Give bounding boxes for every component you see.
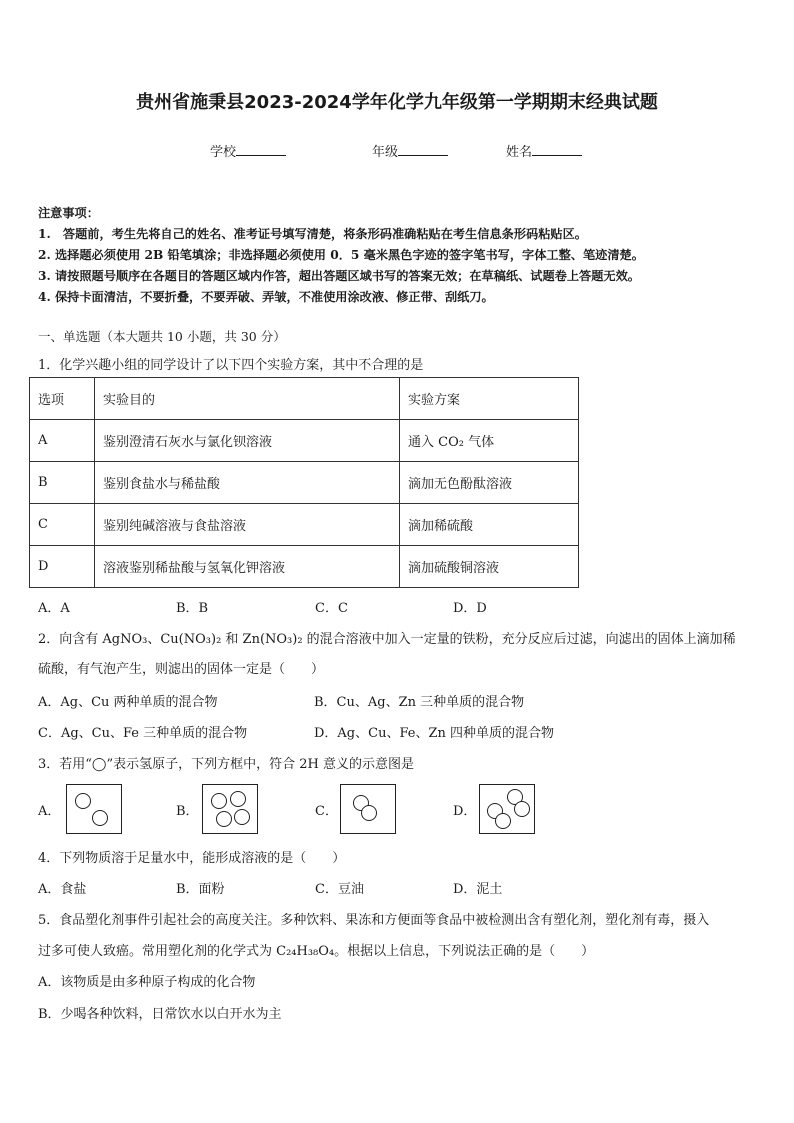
q5-stem-line1: 5．食品塑化剂事件引起社会的高度关注。多种饮料、果冻和方便面等食品中被检测出含有塑化剂，塑化剂有毒，摄入 bbox=[38, 913, 710, 928]
q5-option-b: B．少喝各种饮料，日常饮水以白开水为主 bbox=[38, 1007, 282, 1022]
hydrogen-atom-icon bbox=[230, 791, 246, 807]
q1-option-d: D．D bbox=[453, 601, 487, 616]
note-item: 4. 保持卡面清洁，不要折叠，不要弄破、弄皱，不准使用涂改液、修正带、刮纸刀。 bbox=[38, 290, 494, 304]
hydrogen-atom-icon bbox=[234, 809, 250, 825]
hydrogen-atom-icon bbox=[514, 801, 530, 817]
q1-option-b: B．B bbox=[176, 601, 209, 616]
q3-diagram-d bbox=[479, 784, 535, 834]
note-item: 1. 答题前，考生先将自己的姓名、准考证号填写清楚，将条形码准确粘贴在考生信息条形码粘贴区。 bbox=[38, 227, 587, 241]
table-cell: B bbox=[30, 462, 95, 504]
q1-table bbox=[29, 377, 579, 588]
q3-diagram-a bbox=[66, 784, 122, 834]
q4-option-b: B．面粉 bbox=[176, 882, 225, 897]
table-row bbox=[30, 420, 579, 462]
q3-label-a: A． bbox=[38, 804, 61, 819]
table-header-row bbox=[30, 378, 579, 420]
table-cell: 滴加稀硫酸 bbox=[400, 504, 579, 546]
grade-blank bbox=[398, 143, 448, 156]
q3-label-b: B． bbox=[176, 804, 199, 819]
hydrogen-atom-icon bbox=[75, 793, 91, 809]
table-row bbox=[30, 546, 579, 588]
table-row bbox=[30, 504, 579, 546]
header-cell: 选项 bbox=[30, 378, 95, 420]
table-cell: 溶液鉴别稀盐酸与氢氧化钾溶液 bbox=[95, 546, 400, 588]
notes-heading: 注意事项： bbox=[38, 206, 99, 220]
hydrogen-atom-icon bbox=[361, 805, 377, 821]
header-cell: 实验方案 bbox=[400, 378, 579, 420]
q2-stem-line2: 硫酸，有气泡产生，则滤出的固体一定是（ ） bbox=[38, 662, 325, 677]
table-cell: 鉴别澄清石灰水与氯化钡溶液 bbox=[95, 420, 400, 462]
school-blank bbox=[236, 143, 286, 156]
name-label: 姓名 bbox=[506, 145, 533, 160]
table-cell: 鉴别食盐水与稀盐酸 bbox=[95, 462, 400, 504]
name-blank bbox=[532, 143, 582, 156]
grade-label: 年级 bbox=[372, 145, 399, 160]
table-cell: A bbox=[30, 420, 95, 462]
exam-title: 贵州省施秉县2023-2024学年化学九年级第一学期期末经典试题 bbox=[136, 92, 658, 113]
table-row bbox=[30, 462, 579, 504]
school-label: 学校 bbox=[210, 145, 237, 160]
q3-diagram-c bbox=[340, 784, 396, 834]
grade-field bbox=[372, 141, 448, 160]
hydrogen-atom-icon bbox=[495, 813, 511, 829]
note-item: 3. 请按照题号顺序在各题目的答题区域内作答，超出答题区域书写的答案无效；在草稿纸、试题卷上答题无效。 bbox=[38, 269, 640, 283]
q3-diagram-b bbox=[202, 784, 258, 834]
q2-option-a: A．Ag、Cu 两种单质的混合物 bbox=[38, 695, 218, 710]
hydrogen-atom-icon bbox=[211, 793, 227, 809]
table-cell: D bbox=[30, 546, 95, 588]
q3-label-c: C． bbox=[315, 804, 338, 819]
table-cell: C bbox=[30, 504, 95, 546]
q2-option-c: C．Ag、Cu、Fe 三种单质的混合物 bbox=[38, 726, 248, 741]
header-cell: 实验目的 bbox=[95, 378, 400, 420]
q3-stem: 3．若用“◯”表示氢原子，下列方框中，符合 2H 意义的示意图是 bbox=[38, 757, 414, 772]
q4-option-d: D．泥土 bbox=[453, 882, 503, 897]
note-item: 2. 选择题必须使用 2B 铅笔填涂；非选择题必须使用 0．5 毫米黑色字迹的签字笔书写，字体工整、笔迹清楚。 bbox=[38, 248, 644, 262]
q2-stem-line1: 2．向含有 AgNO₃、Cu(NO₃)₂ 和 Zn(NO₃)₂ 的混合溶液中加入一定量的铁粉，充分反应后过滤，向滤出的固体上滴加稀 bbox=[38, 632, 736, 647]
q1-option-c: C．C bbox=[315, 601, 348, 616]
q1-stem: 1．化学兴趣小组的同学设计了以下四个实验方案，其中不合理的是 bbox=[38, 358, 424, 373]
school-field bbox=[210, 141, 286, 160]
q4-option-c: C．豆油 bbox=[315, 882, 364, 897]
q2-option-d: D．Ag、Cu、Fe、Zn 四种单质的混合物 bbox=[314, 726, 554, 741]
hydrogen-atom-icon bbox=[92, 810, 108, 826]
q4-option-a: A．食盐 bbox=[38, 882, 87, 897]
table-cell: 鉴别纯碱溶液与食盐溶液 bbox=[95, 504, 400, 546]
q3-label-d: D． bbox=[453, 804, 477, 819]
q4-stem: 4．下列物质溶于足量水中，能形成溶液的是（ ） bbox=[38, 851, 346, 866]
table-cell: 滴加硫酸铜溶液 bbox=[400, 546, 579, 588]
table-cell: 滴加无色酚酞溶液 bbox=[400, 462, 579, 504]
hydrogen-atom-icon bbox=[216, 811, 232, 827]
q5-stem-line2: 过多可使人致癌。常用塑化剂的化学式为 C₂₄H₃₈O₄。根据以上信息，下列说法正确的是（ ） bbox=[38, 944, 595, 959]
q1-option-a: A．A bbox=[38, 601, 70, 616]
q5-option-a: A．该物质是由多种原子构成的化合物 bbox=[38, 975, 256, 990]
section-heading: 一、单选题（本大题共 10 小题，共 30 分） bbox=[38, 329, 286, 344]
notes-block bbox=[38, 203, 644, 308]
q2-option-b: B．Cu、Ag、Zn 三种单质的混合物 bbox=[314, 695, 525, 710]
table-cell: 通入 CO₂ 气体 bbox=[400, 420, 579, 462]
name-field bbox=[506, 141, 582, 160]
